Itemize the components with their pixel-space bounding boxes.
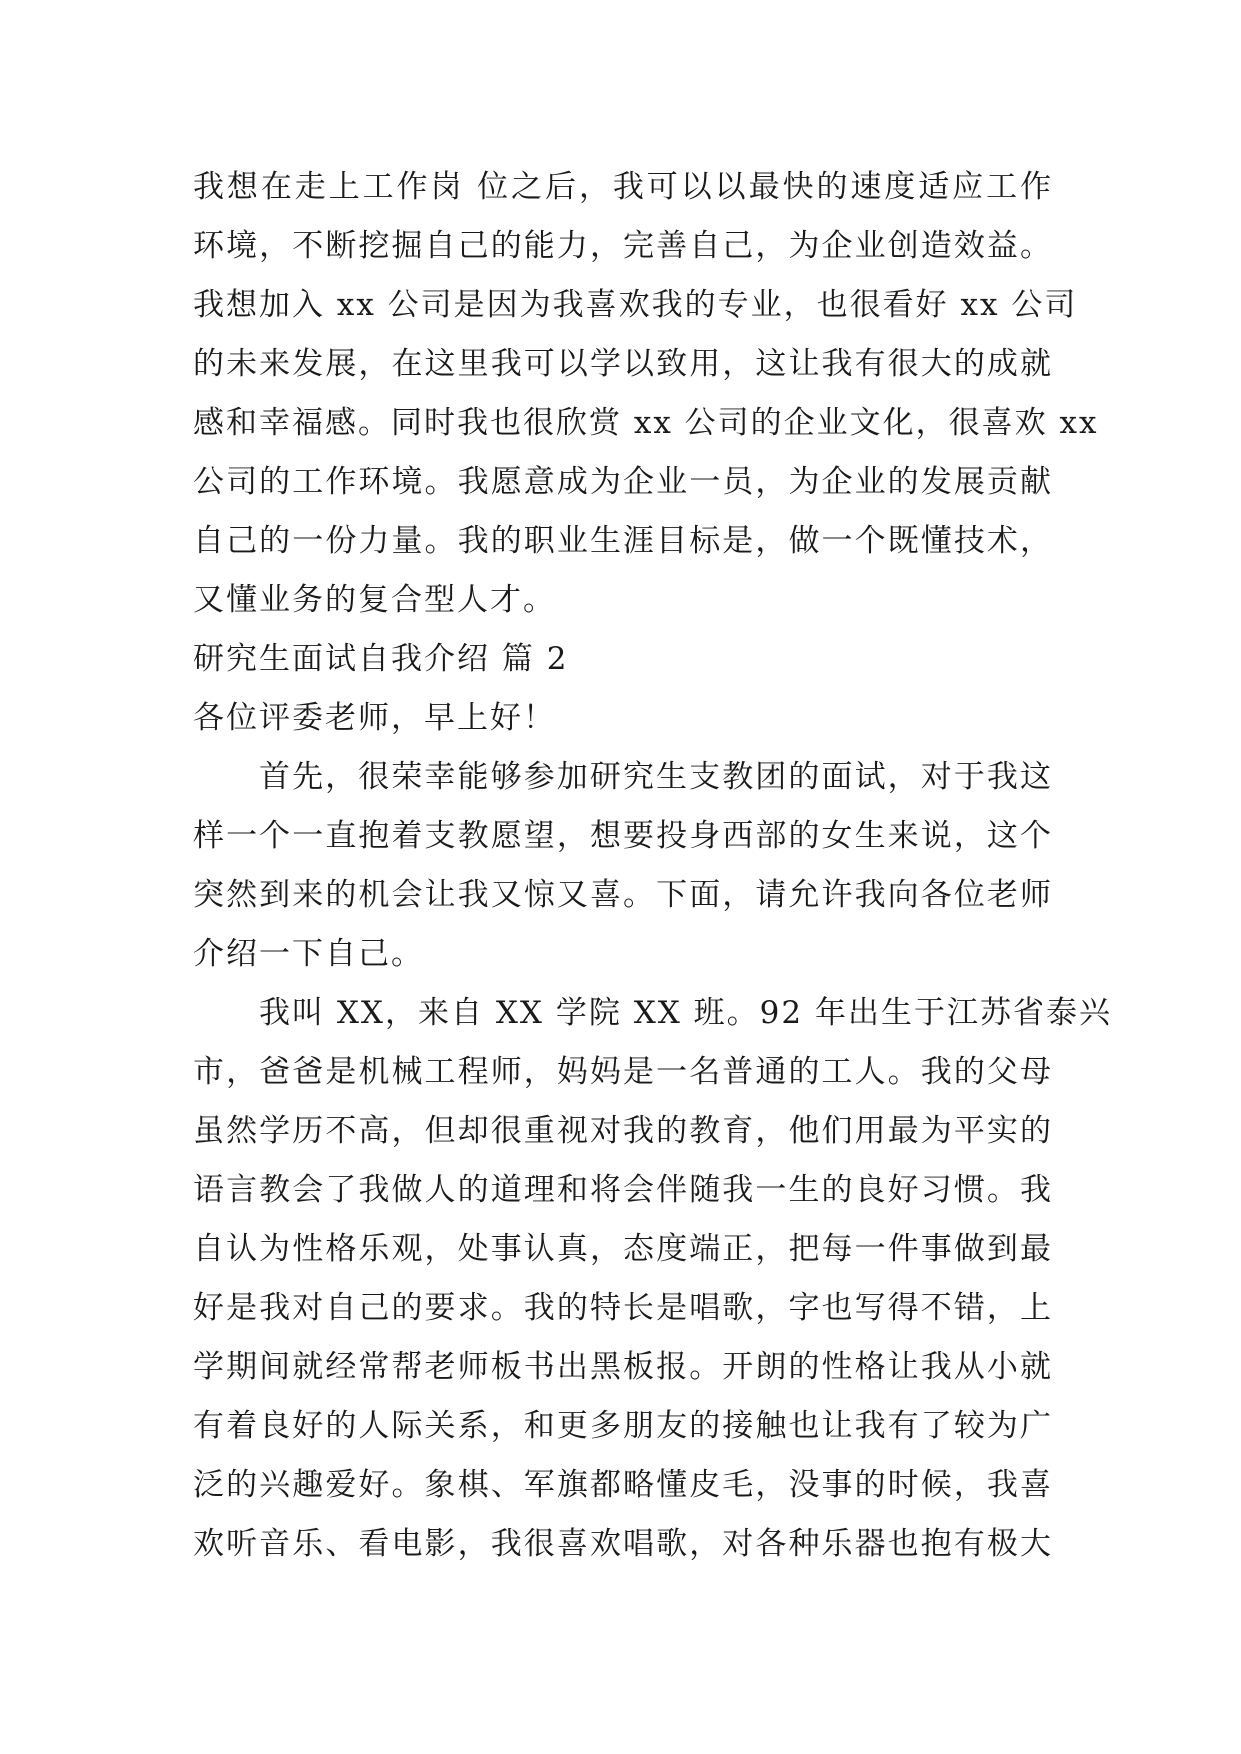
- text-line: 欢听音乐、看电影，我很喜欢唱歌，对各种乐器也抱有极大: [193, 1526, 1053, 1562]
- text-line: 环境，不断挖掘自己的能力，完善自己，为企业创造效益。: [193, 228, 1053, 264]
- text-line: 样一个一直抱着支教愿望，想要投身西部的女生来说，这个: [193, 818, 1053, 854]
- text-line: 我想加入 xx 公司是因为我喜欢我的专业，也很看好 xx 公司: [193, 287, 1078, 323]
- text-line: 语言教会了我做人的道理和将会伴随我一生的良好习惯。我: [193, 1172, 1053, 1208]
- text-line: 好是我对自己的要求。我的特长是唱歌，字也写得不错，上: [193, 1290, 1053, 1326]
- text-line: 又懂业务的复合型人才。: [193, 582, 556, 618]
- text-line: 学期间就经常帮老师板书出黑板报。开朗的性格让我从小就: [193, 1349, 1053, 1385]
- text-line: 公司的工作环境。我愿意成为企业一员，为企业的发展贡献: [193, 464, 1053, 500]
- text-line: 感和幸福感。同时我也很欣赏 xx 公司的企业文化，很喜欢 xx: [193, 405, 1099, 441]
- text-line: 有着良好的人际关系，和更多朋友的接触也让我有了较为广: [193, 1408, 1053, 1444]
- text-line: 的未来发展，在这里我可以学以致用，这让我有很大的成就: [193, 346, 1053, 382]
- text-line: 突然到来的机会让我又惊又喜。下面，请允许我向各位老师: [193, 877, 1053, 913]
- text-line: 自认为性格乐观，处事认真，态度端正，把每一件事做到最: [193, 1231, 1053, 1267]
- text-line: 介绍一下自己。: [193, 936, 424, 972]
- text-line: 我想在走上工作岗 位之后，我可以以最快的速度适应工作: [193, 169, 1053, 205]
- document-body: [193, 158, 1112, 1574]
- section-heading: 研究生面试自我介绍 篇 2: [193, 641, 569, 677]
- paragraph-first-line: 首先，很荣幸能够参加研究生支教团的面试，对于我这: [259, 759, 1053, 795]
- text-line: 泛的兴趣爱好。象棋、军旗都略懂皮毛，没事的时候，我喜: [193, 1467, 1053, 1503]
- text-line: 市，爸爸是机械工程师，妈妈是一名普通的工人。我的父母: [193, 1054, 1053, 1090]
- text-line: 自己的一份力量。我的职业生涯目标是，做一个既懂技术，: [193, 523, 1053, 559]
- text-line: 虽然学历不高，但却很重视对我的教育，他们用最为平实的: [193, 1113, 1053, 1149]
- salutation: 各位评委老师，早上好！: [193, 700, 556, 736]
- paragraph-first-line: 我叫 XX，来自 XX 学院 XX 班。92 年出生于江苏省泰兴: [259, 995, 1112, 1031]
